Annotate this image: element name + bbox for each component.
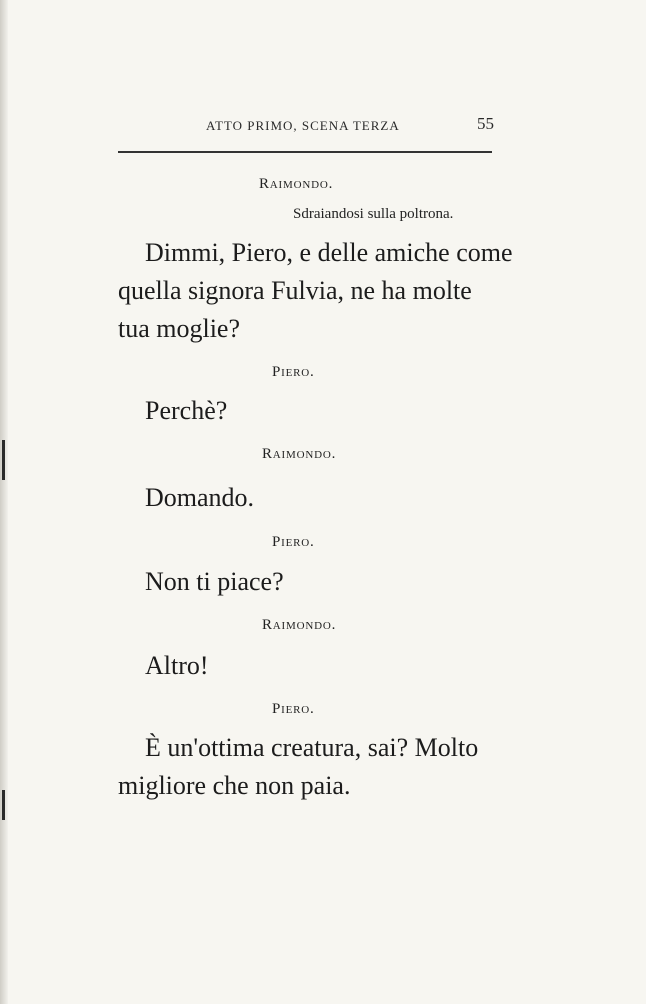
dialogue-line: quella signora Fulvia, ne ha molte xyxy=(118,276,472,305)
header-rule xyxy=(118,151,492,153)
speaker-name: Piero. xyxy=(272,534,315,550)
speaker-name: Raimondo. xyxy=(259,176,334,192)
dialogue-line: migliore che non paia. xyxy=(118,771,351,800)
running-head: ATTO PRIMO, SCENA TERZA xyxy=(206,118,400,133)
dialogue-line: È un'ottima creatura, sai? Molto xyxy=(145,733,479,762)
dialogue-line: tua moglie? xyxy=(118,314,241,343)
speaker-name: Raimondo. xyxy=(262,446,337,462)
page-edge xyxy=(0,0,8,1004)
stage-direction: Sdraiandosi sulla poltrona. xyxy=(293,206,454,222)
dialogue-line: Dimmi, Piero, e delle amiche come xyxy=(145,238,513,267)
edge-mark xyxy=(2,440,5,480)
speaker-name: Piero. xyxy=(272,364,315,380)
speaker-name: Raimondo. xyxy=(262,617,337,633)
page-number: 55 xyxy=(477,114,494,133)
dialogue-line: Altro! xyxy=(145,651,209,680)
speaker-name: Piero. xyxy=(272,701,315,717)
dialogue-line: Non ti piace? xyxy=(145,567,284,596)
dialogue-line: Domando. xyxy=(145,483,255,512)
dialogue-line: Perchè? xyxy=(145,396,228,425)
edge-mark xyxy=(2,790,5,820)
